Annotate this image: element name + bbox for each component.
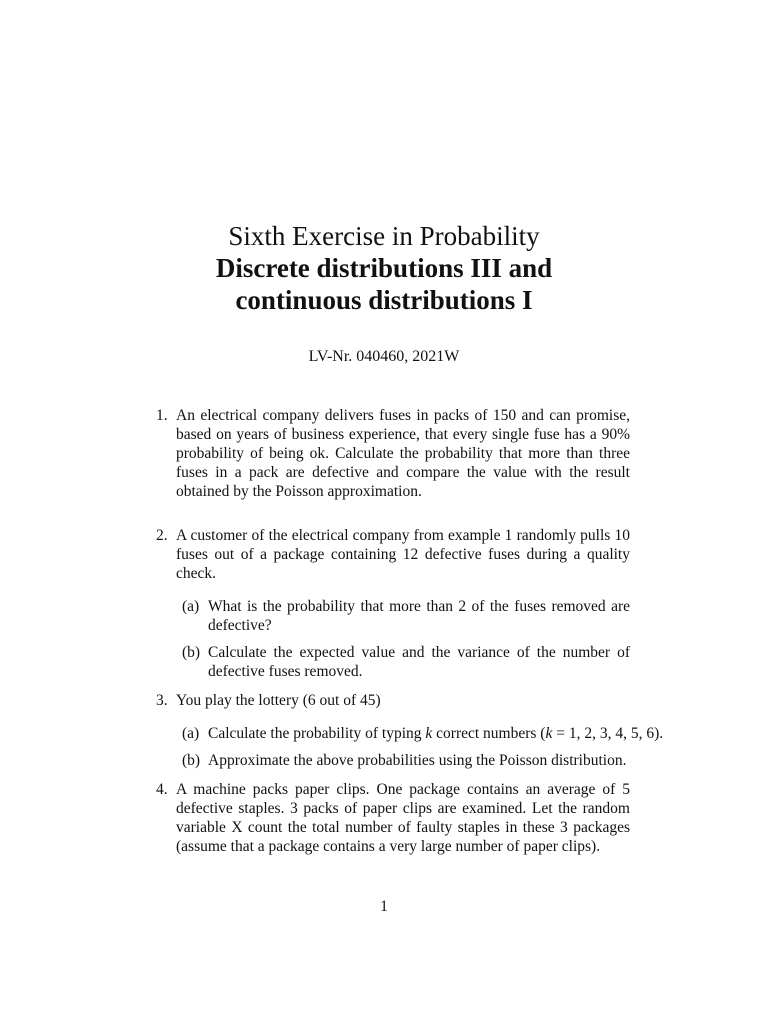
exercise-part-b bbox=[176, 751, 630, 770]
part-text-middle: correct numbers ( bbox=[432, 725, 546, 742]
exercise-number: 1. bbox=[156, 407, 168, 424]
exercise-part-a bbox=[176, 597, 630, 635]
exercise-number: 3. bbox=[156, 692, 168, 709]
part-text: Approximate the above probabilities using the Poisson distribution. bbox=[208, 752, 627, 769]
exercise-part-a bbox=[176, 724, 666, 743]
exercise-text: A machine packs paper clips. One package contains an average of 5 defective staples. 3 packs of paper clips are examined. Let the random variable X count the total number of faulty staples in these 3 packages (assume that a package contains a very large number of paper clips). bbox=[176, 781, 630, 855]
course-info: LV-Nr. 040460, 2021W bbox=[308, 348, 460, 365]
exercise-4 bbox=[156, 780, 630, 856]
variable-k: k bbox=[425, 725, 433, 742]
part-text: Calculate the expected value and the variance of the number of defective fuses removed. bbox=[208, 644, 630, 680]
title-block bbox=[0, 220, 768, 316]
exercise-text: You play the lottery (6 out of 45) bbox=[176, 692, 381, 709]
part-label: (a) bbox=[182, 725, 200, 742]
part-label: (a) bbox=[182, 598, 200, 615]
part-label: (b) bbox=[182, 752, 201, 769]
title-line-3: continuous distributions I bbox=[235, 285, 533, 315]
exercise-list bbox=[156, 406, 664, 856]
exercise-2 bbox=[156, 526, 630, 681]
page-number: 1 bbox=[380, 898, 388, 915]
part-label: (b) bbox=[182, 644, 201, 661]
exercise-3 bbox=[156, 691, 664, 770]
exercise-text: An electrical company delivers fuses in packs of 150 and can promise, based on years of business experience, that every single fuse has a 90% probability of being ok. Calculate the probability that more than three fuses in a pack are defective and compare the value with the result obtained by the Poisson approximation. bbox=[176, 407, 630, 500]
exercise-1 bbox=[156, 406, 630, 501]
part-text-before: Calculate the probability of typing bbox=[208, 725, 426, 742]
title-line-1: Sixth Exercise in Probability bbox=[228, 221, 540, 251]
exercise-number: 2. bbox=[156, 527, 168, 544]
exercise-text: A customer of the electrical company from example 1 randomly pulls 10 fuses out of a package containing 12 defective fuses during a quality check. bbox=[176, 527, 630, 582]
title-line-2: Discrete distributions III and bbox=[215, 253, 553, 283]
exercise-number: 4. bbox=[156, 781, 168, 798]
part-text: What is the probability that more than 2 of the fuses removed are defective? bbox=[208, 598, 630, 634]
part-text-after: = 1, 2, 3, 4, 5, 6). bbox=[552, 725, 664, 742]
variable-k: k bbox=[545, 725, 553, 742]
exercise-part-b bbox=[176, 643, 630, 681]
